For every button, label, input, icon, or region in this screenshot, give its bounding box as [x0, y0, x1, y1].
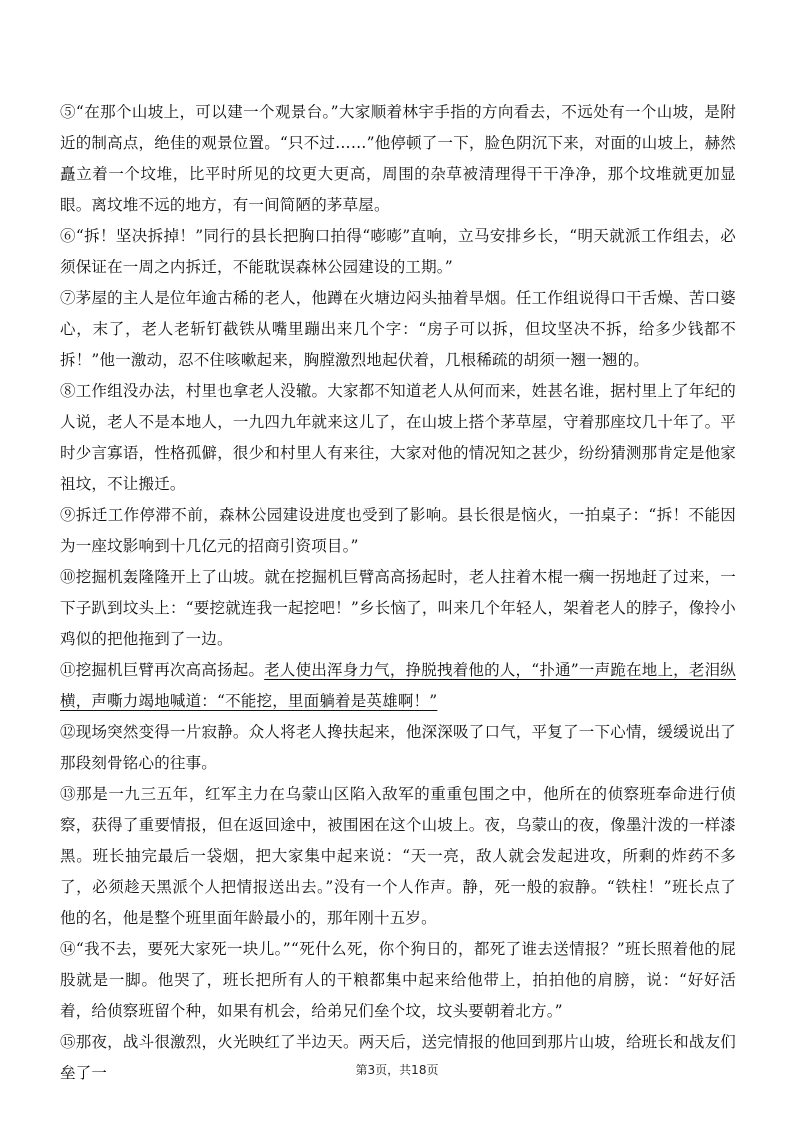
document-body [60, 97, 736, 1089]
paragraph-11 [60, 655, 736, 717]
paragraph-11-underlined-sentence: 老人使出浑身力气，挣脱拽着他的人，“扑通”一声跪在地上，老泪纵横，声嘶力竭地喊道：“不能挖，里面躺着是英雄啊！” [60, 661, 736, 710]
paragraph-11-prefix: ⑪挖掘机巨臂再次高高扬起。 [60, 661, 265, 679]
paragraph-13: ⑬那是一九三五年，红军主力在乌蒙山区陷入敌军的重重包围之中，他所在的侦察班奉命进行侦察，获得了重要情报，但在返回途中，被围困在这个山坡上。夜，乌蒙山的夜，像墨汁泼的一样漆黑。班长抽完最后一袋烟，把大家集中起来说：“天一亮，敌人就会发起进攻，所剩的炸药不多了，必须趁天黑派个人把情报送出去。”没有一个人作声。静，死一般的寂静。“铁柱！”班长点了他的名，他是整个班里面年龄最小的，那年刚十五岁。 [60, 785, 736, 927]
paragraph-15: ⑮那夜，战斗很激烈，火光映红了半边天。两天后，送完情报的他回到那片山坡，给班长和战友们垒了一 [60, 1033, 736, 1082]
paragraph-6: ⑥“拆！坚决拆掉！”同行的县长把胸口拍得“嘭嘭”直响，立马安排乡长，“明天就派工作组去，必须保证在一周之内拆迁，不能耽误森林公园建设的工期。” [60, 227, 736, 276]
paragraph-10: ⑩挖掘机轰隆隆开上了山坡。就在挖掘机巨臂高高扬起时，老人拄着木棍一瘸一拐地赶了过来，一下子趴到坟头上：“要挖就连我一起挖吧！”乡长恼了，叫来几个年轻人，架着老人的脖子，像拎小鸡似的把他拖到了一边。 [60, 568, 736, 648]
paragraph-8: ⑧工作组没办法，村里也拿老人没辙。大家都不知道老人从何而来，姓甚名谁，据村里上了年纪的人说，老人不是本地人，一九四九年就来这儿了，在山坡上搭个茅草屋，守着那座坟几十年了。平时少言寡语，性格孤僻，很少和村里人有来往，大家对他的情况知之甚少，纷纷猜测那肯定是他家祖坟，不让搬迁。 [60, 382, 736, 493]
paragraph-5: ⑤“在那个山坡上，可以建一个观景台。”大家顺着林宇手指的方向看去，不远处有一个山坡，是附近的制高点，绝佳的观景位置。“只不过……”他停顿了一下，脸色阴沉下来，对面的山坡上，赫然矗立着一个坟堆，比平时所见的坟更大更高，周围的杂草被清理得干干净净，那个坟堆就更加显眼。离坟堆不远的地方，有一间简陋的茅草屋。 [60, 103, 736, 214]
paragraph-12: ⑫现场突然变得一片寂静。众人将老人搀扶起来，他深深吸了口气，平复了一下心情，缓缓说出了那段刻骨铭心的往事。 [60, 723, 736, 772]
paragraph-7: ⑦茅屋的主人是位年逾古稀的老人，他蹲在火塘边闷头抽着旱烟。任工作组说得口干舌燥、苦口婆心，末了，老人老斩钉截铁从嘴里蹦出来几个字：“房子可以拆，但坟坚决不拆，给多少钱都不拆！”他一激动，忍不住咳嗽起来，胸膛激烈地起伏着，几根稀疏的胡须一翘一翘的。 [60, 289, 736, 369]
paragraph-14: ⑭“我不去，要死大家死一块儿。”“死什么死，你个狗日的，都死了谁去送情报？”班长照着他的屁股就是一脚。他哭了，班长把所有人的干粮都集中起来给他带上，拍拍他的肩膀，说：“好好活着，给侦察班留个种，如果有机会，给弟兄们垒个坟，坟头要朝着北方。” [60, 940, 736, 1020]
page-footer [0, 1061, 794, 1078]
page-number-label: 第3页，共18页 [355, 1063, 439, 1077]
paragraph-9: ⑨拆迁工作停滞不前，森林公园建设进度也受到了影响。县长很是恼火，一拍桌子：“拆！不能因为一座坟影响到十几亿元的招商引资项目。” [60, 506, 736, 555]
